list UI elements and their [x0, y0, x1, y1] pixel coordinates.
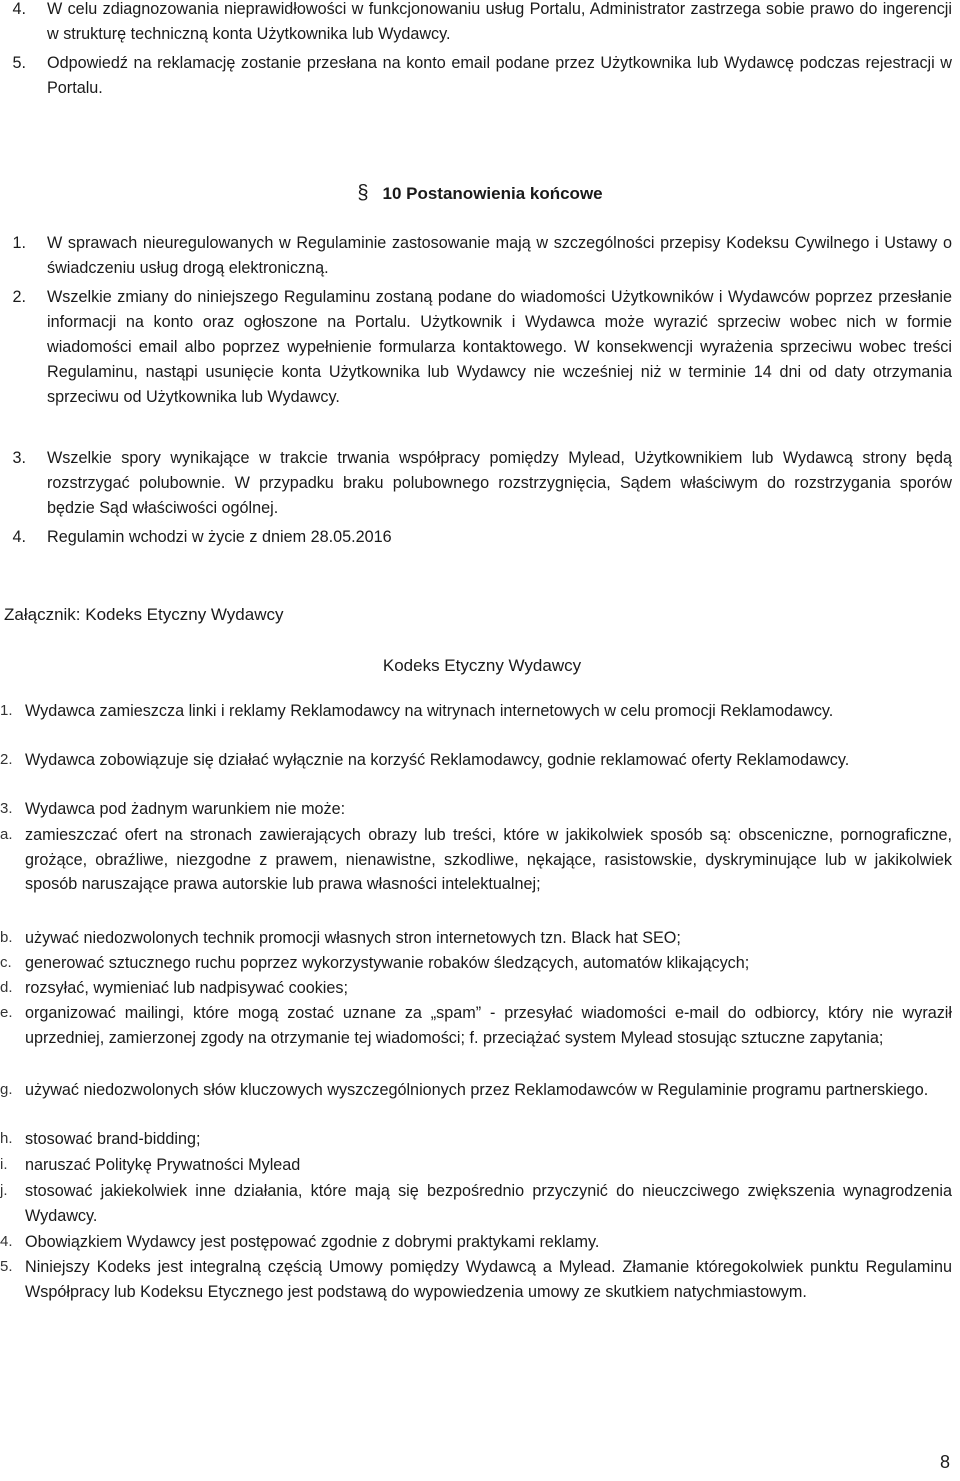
item-text: stosować brand-bidding; — [25, 1130, 201, 1148]
item-number: 2. — [0, 751, 13, 768]
item-number: 4. — [12, 0, 26, 18]
list-item — [0, 1078, 952, 1103]
item-number: d. — [0, 979, 13, 996]
item-number: h. — [0, 1130, 13, 1147]
list-item — [0, 285, 952, 410]
item-text: używać niedozwolonych słów kluczowych wyszczególnionych przez Reklamodawców w Regulaminie programu partnerskiego. — [25, 1081, 929, 1099]
item-text: Obowiązkiem Wydawcy jest postępować zgodnie z dobrymi praktykami reklamy. — [25, 1233, 600, 1251]
section-title-text: 10 Postanowienia końcowe — [382, 184, 603, 203]
list-item — [0, 1179, 952, 1228]
item-text: Niniejszy Kodeks jest integralną częścią Umowy pomiędzy Wydawcą a Mylead. Złamanie któregokolwiek punktu Regulaminu Współpracy lub Kodeksu Etycznego jest podstawą do wypowiedzenia umowy ze skutkiem natychmiastowym. — [25, 1258, 952, 1301]
item-number: 4. — [0, 1233, 13, 1250]
item-text: stosować jakiekolwiek inne działania, które mają się bezpośrednio przyczynić do nieuczciwego zwiększenia wynagrodzenia Wydawcy. — [25, 1182, 952, 1225]
item-text: naruszać Politykę Prywatności Mylead — [25, 1156, 301, 1174]
item-text: Wszelkie spory wynikające w trakcie trwania współpracy pomiędzy Mylead, Użytkownikiem lub Wydawcą strony będą rozstrzygać polubownie. W przypadku braku polubownego rozstrzygnięcia, Sądem właściwym do rozstrzygania sporów będzie Sąd właściwości ogólnej. — [47, 449, 952, 517]
item-text: Wydawca zamieszcza linki i reklamy Reklamodawcy na witrynach internetowych w celu promocji Reklamodawcy. — [25, 702, 834, 720]
item-number: e. — [0, 1004, 13, 1021]
list-item — [0, 926, 952, 951]
item-text: zamieszczać ofert na stronach zawierających obrazy lub treści, które w jakikolwiek sposób są: obsceniczne, pornograficzne, grożące, obraźliwe, niezgodne z prawem, nienawistne, szkodliwe, nękające, rasistowskie, dyskryminujące lub w jakikolwiek sposób naruszające prawa autorskie lub prawa własności intelektualnej; — [25, 826, 952, 894]
list-item — [0, 1001, 952, 1050]
item-number: 1. — [0, 702, 13, 719]
page-number: 8 — [939, 1452, 950, 1472]
item-text: W sprawach nieuregulowanych w Regulaminie zastosowanie mają w szczególności przepisy Kodeksu Cywilnego i Ustawy o świadczeniu usług drogą elektroniczną. — [47, 234, 952, 277]
list-item — [0, 976, 952, 1001]
list-item — [0, 748, 952, 773]
item-number: 5. — [12, 54, 26, 72]
list-item — [0, 525, 952, 550]
item-number: 3. — [0, 800, 13, 817]
item-number: 4. — [12, 528, 26, 546]
list-item — [0, 1230, 952, 1255]
item-text: Regulamin wchodzi w życie z dniem 28.05.2016 — [47, 528, 392, 546]
list-item — [0, 797, 952, 822]
list-item — [0, 231, 952, 281]
paragraph-symbol: § — [357, 182, 369, 204]
item-number: 3. — [12, 449, 26, 467]
kodeks-title: Kodeks Etyczny Wydawcy — [382, 656, 582, 675]
item-number: 2. — [12, 288, 26, 306]
list-item — [0, 1127, 952, 1152]
item-number: g. — [0, 1081, 13, 1098]
item-text: organizować mailingi, które mogą zostać uznane za „spam” - przesyłać wiadomości e-mail do odbiorcy, który nie wyraził uprzedniej, zamierzonej zgody na otrzymanie tej wiadomości; f. przeciążać system Mylead stosując sztuczne zapytania; — [25, 1004, 952, 1047]
list-item — [0, 699, 952, 724]
item-text: Wydawca pod żadnym warunkiem nie może: — [25, 800, 346, 818]
list-item — [0, 446, 952, 521]
item-text: W celu zdiagnozowania nieprawidłowości w funkcjonowaniu usług Portalu, Administrator zastrzega sobie prawo do ingerencji w strukturę techniczną konta Użytkownika lub Wydawcy. — [47, 0, 952, 43]
list-item — [0, 51, 952, 101]
list-item — [0, 0, 952, 47]
item-text: Wszelkie zmiany do niniejszego Regulaminu zostaną podane do wiadomości Użytkowników i Wydawców poprzez przesłanie informacji na konto oraz ogłoszone na Portalu. Użytkownik i Wydawca może wyrazić sprzeciw wobec nich w formie wiadomości email albo poprzez wypełnienie formularza kontaktowego. W konsekwencji wyrażenia sprzeciwu wobec treści Regulaminu, nastąpi usunięcie konta Użytkownika lub Wydawcy nie wcześniej niż w terminie 14 dni od daty otrzymania sprzeciwu od Użytkownika lub Wydawcy. — [47, 288, 952, 406]
list-item — [0, 823, 952, 897]
item-number: 5. — [0, 1258, 13, 1275]
item-text: generować sztucznego ruchu poprzez wykorzystywanie robaków śledzących, automatów klikających; — [25, 954, 750, 972]
item-number: j. — [0, 1182, 8, 1199]
item-text: używać niedozwolonych technik promocji własnych stron internetowych tzn. Black hat SEO; — [25, 929, 681, 947]
list-item — [0, 951, 952, 976]
item-number: c. — [0, 954, 12, 971]
item-number: 1. — [12, 234, 26, 252]
item-text: rozsyłać, wymieniać lub nadpisywać cookies; — [25, 979, 348, 997]
annex-title: Załącznik: Kodeks Etyczny Wydawcy — [4, 605, 284, 624]
item-number: a. — [0, 826, 13, 843]
item-number: i. — [0, 1156, 8, 1173]
list-item — [0, 1255, 952, 1304]
item-text: Odpowiedź na reklamację zostanie przesłana na konto email podane przez Użytkownika lub Wydawcę podczas rejestracji w Portalu. — [47, 54, 952, 97]
item-text: Wydawca zobowiązuje się działać wyłącznie na korzyść Reklamodawcy, godnie reklamować oferty Reklamodawcy. — [25, 751, 850, 769]
item-number: b. — [0, 929, 13, 946]
list-item — [0, 1153, 952, 1178]
section-heading — [0, 182, 960, 205]
